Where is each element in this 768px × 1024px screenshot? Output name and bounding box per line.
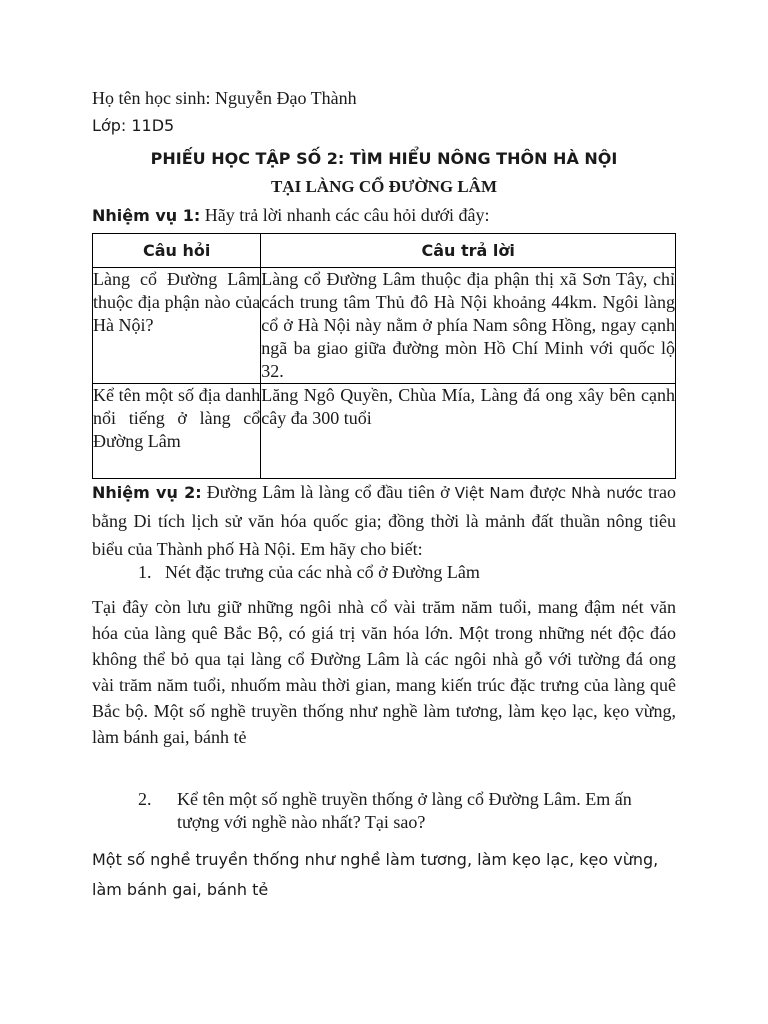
table-row: [93, 268, 676, 384]
task2-instruction: [92, 478, 676, 563]
question-item-1: [138, 562, 480, 583]
answer-cell: Lăng Ngô Quyền, Chùa Mía, Làng đá ong xây bên cạnh cây đa 300 tuổi: [261, 384, 676, 479]
table-header-row: [93, 234, 676, 268]
item-question: Kể tên một số nghề truyền thống ở làng cổ Đường Lâm. Em ấn tượng với nghề nào nhất? Tại sao?: [177, 789, 632, 832]
task2-text-4: Nhà nước: [571, 484, 643, 502]
table-row: [93, 384, 676, 479]
task2-text-1: Đường Lâm là làng cổ đầu tiên ở: [201, 482, 455, 502]
answer-cell: Làng cổ Đường Lâm thuộc địa phận thị xã Sơn Tây, chỉ cách trung tâm Thủ đô Hà Nội khoảng 44km. Ngôi làng cổ ở Hà Nội này nằm ở phía Nam sông Hồng, ngay cạnh ngã ba giao giữa đường mòn Hồ Chí Minh với quốc lộ 32.: [261, 268, 676, 384]
header-answer: Câu trả lời: [261, 234, 676, 268]
item-number: 1.: [138, 562, 152, 582]
task2-text-5: trao bằng Di tích lịch sử văn hóa quốc gia; đồng thời là mảnh đất thuần nông tiêu biểu của Thành phố Hà Nội. Em hãy cho biết:: [92, 482, 677, 559]
worksheet-subtitle: TẠI LÀNG CỔ ĐƯỜNG LÂM: [270, 177, 498, 196]
task1-label: Nhiệm vụ 1:: [92, 206, 201, 225]
question-cell: Làng cổ Đường Lâm thuộc địa phận nào của Hà Nội?: [93, 268, 261, 384]
answer-item-2: Một số nghề truyền thống như nghề làm tương, làm kẹo lạc, kẹo vừng, làm bánh gai, bánh tẻ: [92, 850, 659, 899]
task2-text-3: được: [524, 482, 572, 502]
answer-item-1: Tại đây còn lưu giữ những ngôi nhà cổ vài trăm năm tuổi, mang đậm nét văn hóa của làng quê Bắc Bộ, có giá trị văn hóa lớn. Một trong những nét độc đáo không thể bỏ qua tại làng cổ Đường Lâm là các ngôi nhà gỗ với tường đá ong vài trăm năm tuổi, nhuốm màu thời gian, mang kiến trúc đặc trưng của làng quê Bắc bộ. Một số nghề truyền thống như nghề làm tương, làm kẹo lạc, kẹo vừng, làm bánh gai, bánh tẻ: [92, 597, 676, 747]
student-class: Lớp: 11D5: [92, 116, 175, 135]
student-name: Họ tên học sinh: Nguyễn Đạo Thành: [92, 88, 357, 108]
task2-label: Nhiệm vụ 2:: [92, 483, 202, 502]
item-number: 2.: [138, 789, 152, 809]
worksheet-title: PHIẾU HỌC TẬP SỐ 2: TÌM HIỂU NÔNG THÔN HÀ NỘI: [150, 149, 618, 168]
item-question: Nét đặc trưng của các nhà cổ ở Đường Lâm: [165, 562, 480, 582]
task1-text: Hãy trả lời nhanh các câu hỏi dưới đây:: [200, 205, 490, 225]
question-item-2: [138, 788, 676, 834]
qa-table: [92, 233, 676, 479]
task2-text-2: Việt Nam: [454, 484, 525, 502]
header-question: Câu hỏi: [93, 234, 261, 268]
question-cell: Kể tên một số địa danh nổi tiếng ở làng cổ Đường Lâm: [93, 384, 261, 479]
task1-instruction: [92, 205, 489, 226]
